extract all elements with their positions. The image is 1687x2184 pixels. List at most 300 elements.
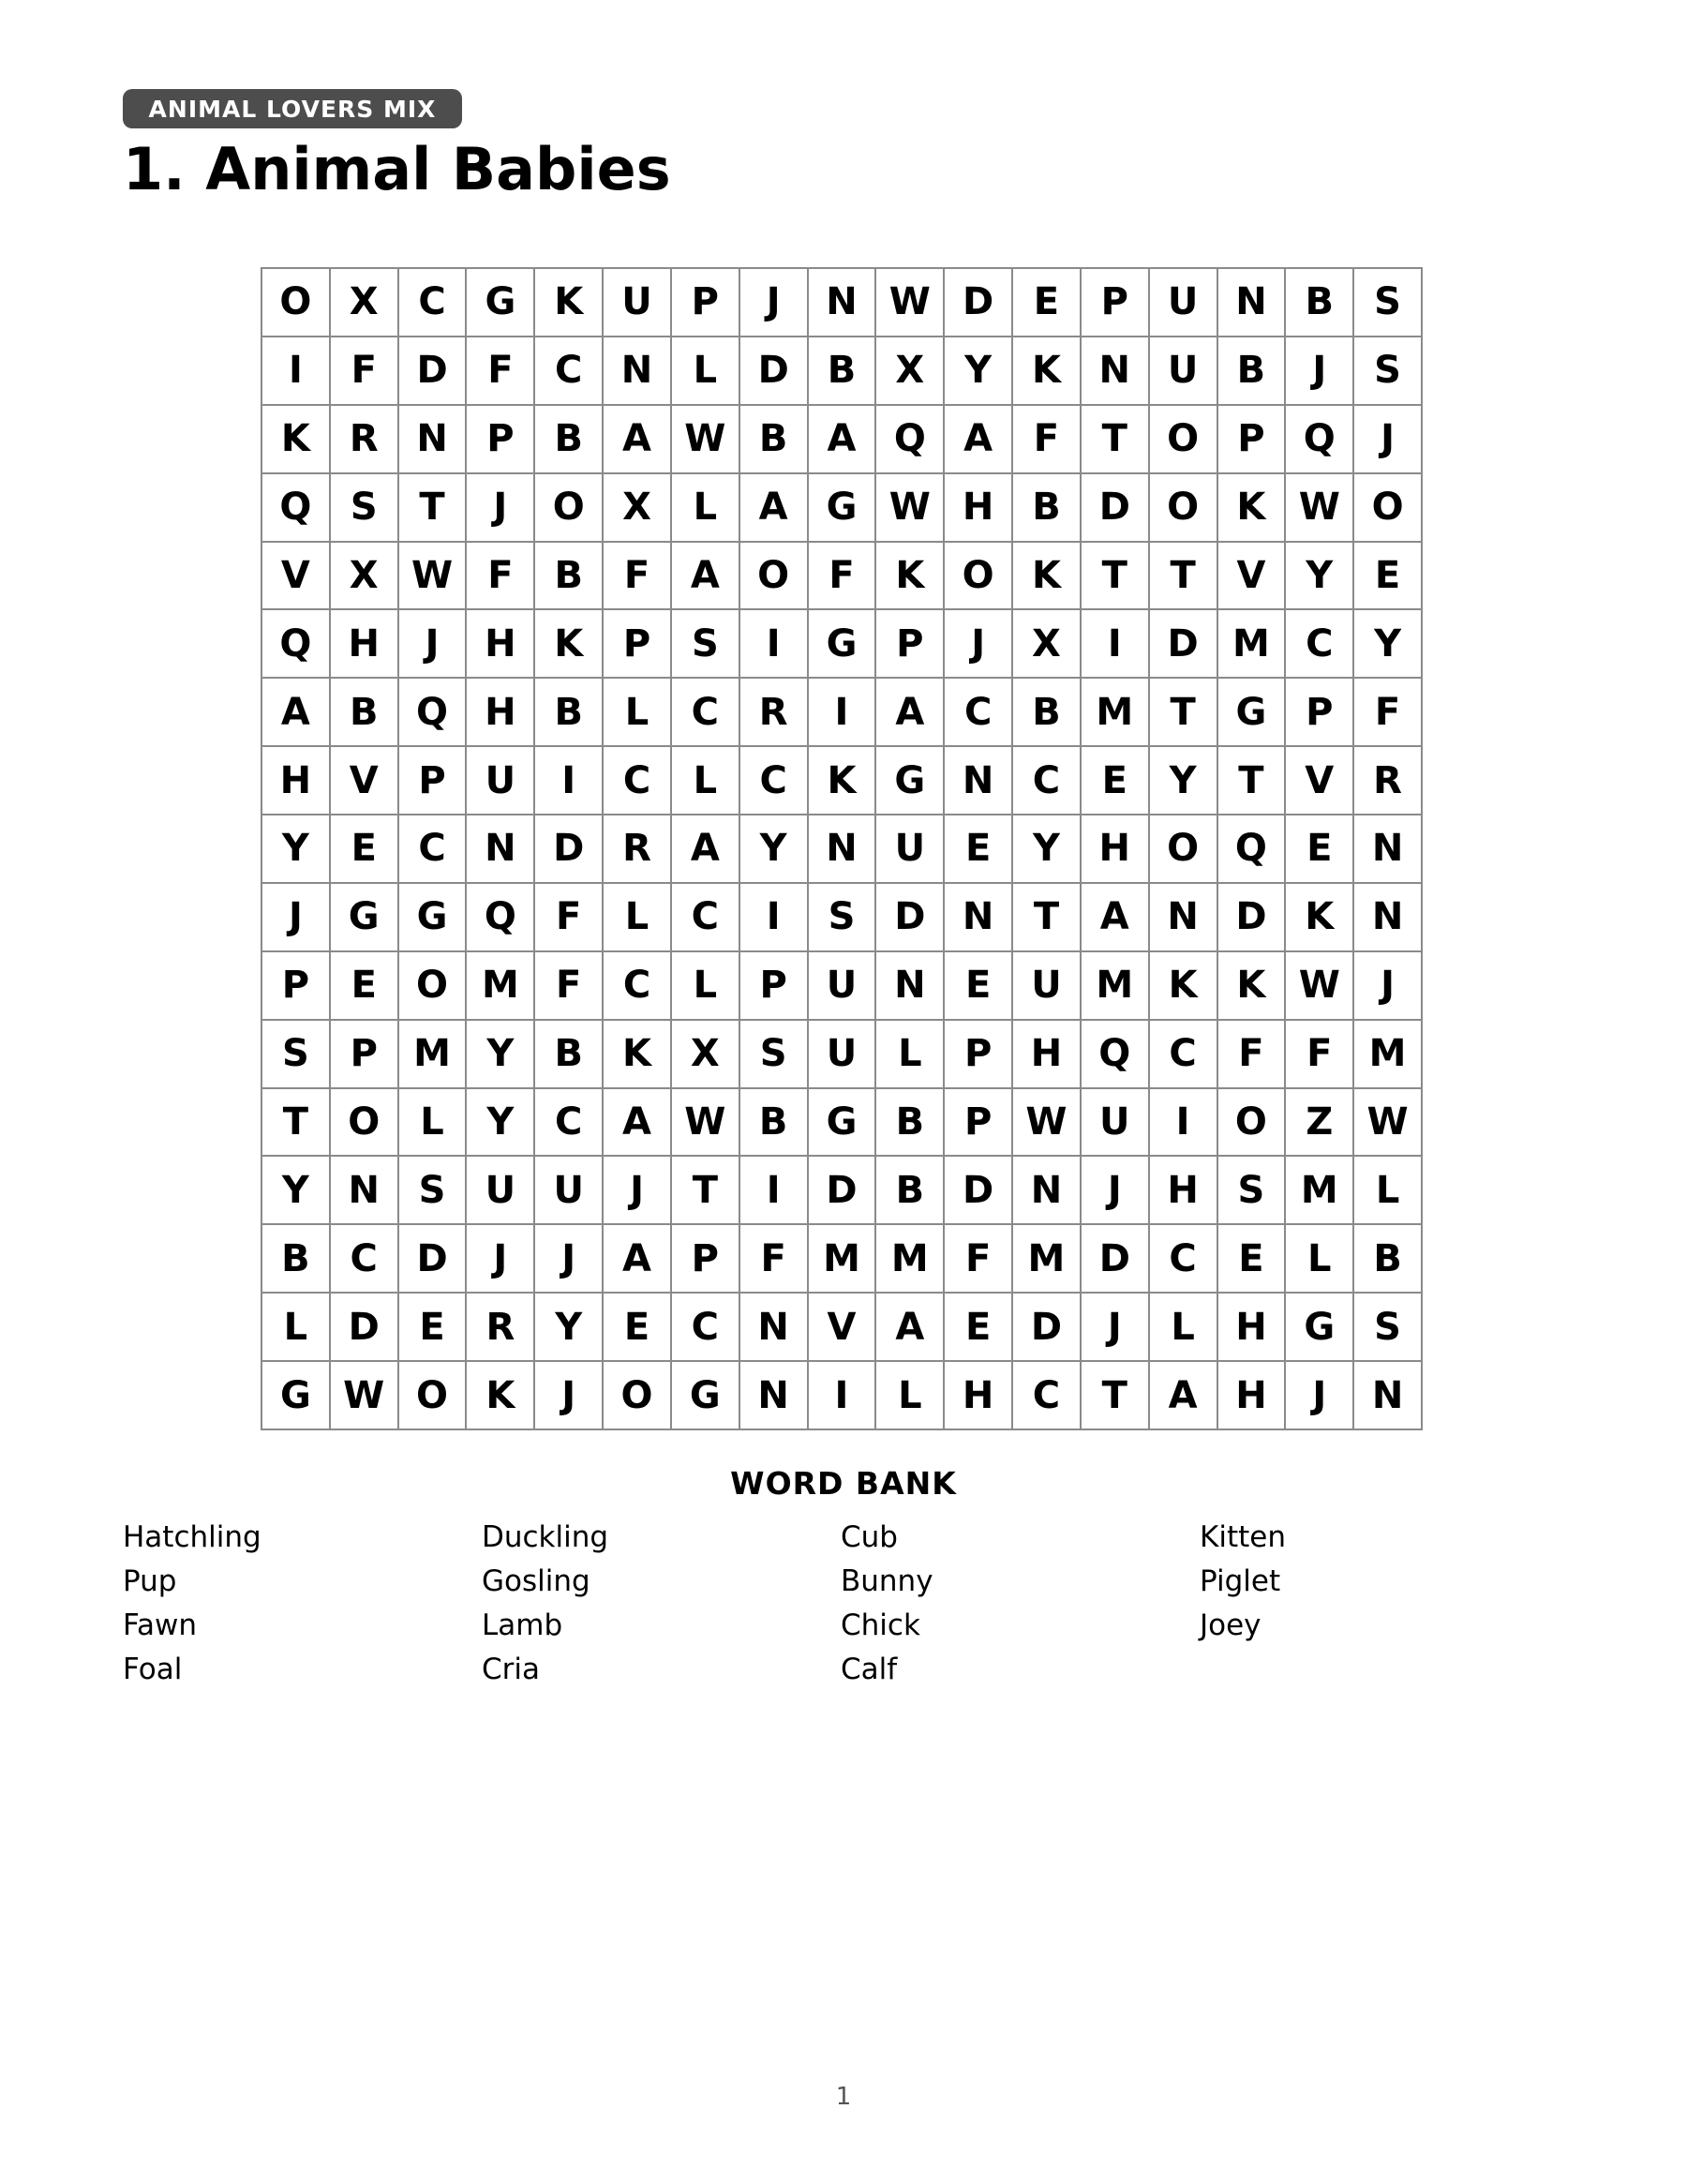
grid-cell: D [1013,1294,1082,1362]
grid-cell: S [1218,1157,1287,1225]
grid-cell: B [1013,679,1082,747]
grid-cell: H [262,747,331,815]
word-bank-item: Bunny [841,1564,933,1598]
grid-cell: U [1150,269,1218,337]
grid-cell: W [876,474,945,543]
grid-cell: E [1013,269,1082,337]
grid-cell: X [1013,610,1082,679]
grid-cell: K [1013,543,1082,611]
grid-cell: L [399,1089,468,1158]
grid-cell: L [1354,1157,1423,1225]
grid-cell: L [672,952,740,1021]
grid-cell: U [809,1021,877,1089]
word-bank-item: Piglet [1200,1564,1281,1598]
grid-cell: J [1082,1157,1150,1225]
grid-cell: A [876,1294,945,1362]
grid-cell: B [876,1089,945,1158]
grid-cell: H [467,679,535,747]
grid-cell: W [672,1089,740,1158]
grid-cell: H [1013,1021,1082,1089]
grid-cell: G [1218,679,1287,747]
grid-cell: D [1218,884,1287,952]
grid-cell: N [399,406,468,474]
grid-cell: H [1218,1294,1287,1362]
grid-cell: U [604,269,672,337]
grid-cell: Y [535,1294,604,1362]
grid-cell: O [1218,1089,1287,1158]
grid-cell: K [467,1362,535,1430]
grid-cell: K [535,269,604,337]
grid-cell: N [740,1294,809,1362]
grid-cell: C [1286,610,1354,679]
grid-cell: Q [876,406,945,474]
grid-cell: P [1286,679,1354,747]
word-bank-item: Duckling [482,1520,609,1554]
grid-cell: F [467,337,535,406]
grid-cell: X [331,543,399,611]
grid-cell: J [1286,1362,1354,1430]
grid-cell: Y [467,1089,535,1158]
grid-cell: E [1354,543,1423,611]
grid-cell: D [809,1157,877,1225]
letter-grid [261,267,1423,1430]
grid-cell: A [740,474,809,543]
grid-cell: O [1354,474,1423,543]
grid-cell: H [331,610,399,679]
grid-cell: I [1082,610,1150,679]
grid-cell: Y [945,337,1013,406]
grid-cell: F [945,1225,1013,1294]
grid-cell: I [262,337,331,406]
grid-cell: E [1082,747,1150,815]
grid-cell: E [331,815,399,884]
grid-cell: F [535,884,604,952]
grid-cell: C [672,1294,740,1362]
grid-cell: B [535,679,604,747]
grid-cell: U [535,1157,604,1225]
grid-cell: I [1150,1089,1218,1158]
grid-cell: N [1354,1362,1423,1430]
grid-cell: W [1286,474,1354,543]
grid-cell: P [1082,269,1150,337]
puzzle-title: 1. Animal Babies [123,135,671,203]
grid-cell: P [740,952,809,1021]
grid-cell: U [1150,337,1218,406]
grid-cell: D [945,1157,1013,1225]
grid-cell: Y [467,1021,535,1089]
grid-cell: H [945,474,1013,543]
grid-cell: L [604,679,672,747]
grid-cell: R [331,406,399,474]
word-bank-item: Gosling [482,1564,590,1598]
grid-cell: V [262,543,331,611]
grid-cell: X [876,337,945,406]
grid-cell: X [331,269,399,337]
grid-cell: A [604,1225,672,1294]
grid-cell: L [672,337,740,406]
grid-cell: W [1013,1089,1082,1158]
grid-cell: P [399,747,468,815]
grid-cell: L [262,1294,331,1362]
grid-cell: N [1218,269,1287,337]
grid-cell: A [945,406,1013,474]
word-bank-item: Hatchling [123,1520,261,1554]
grid-cell: U [809,952,877,1021]
grid-cell: D [876,884,945,952]
grid-cell: P [1218,406,1287,474]
grid-cell: O [604,1362,672,1430]
grid-cell: D [740,337,809,406]
grid-cell: K [535,610,604,679]
grid-cell: P [467,406,535,474]
grid-cell: R [1354,747,1423,815]
grid-cell: E [1286,815,1354,884]
grid-cell: M [1218,610,1287,679]
grid-cell: Y [262,1157,331,1225]
grid-cell: C [1013,747,1082,815]
grid-cell: Q [1286,406,1354,474]
grid-cell: O [1150,815,1218,884]
grid-cell: H [945,1362,1013,1430]
grid-cell: L [604,884,672,952]
grid-cell: U [1013,952,1082,1021]
grid-cell: W [672,406,740,474]
grid-cell: C [604,952,672,1021]
grid-cell: I [809,679,877,747]
grid-cell: P [945,1089,1013,1158]
grid-cell: M [809,1225,877,1294]
grid-cell: N [467,815,535,884]
grid-cell: S [1354,1294,1423,1362]
grid-cell: O [945,543,1013,611]
grid-cell: O [262,269,331,337]
grid-cell: M [1082,679,1150,747]
grid-cell: N [1354,815,1423,884]
grid-cell: Q [1218,815,1287,884]
grid-cell: K [809,747,877,815]
grid-cell: J [740,269,809,337]
grid-cell: C [1150,1225,1218,1294]
grid-cell: S [740,1021,809,1089]
word-bank-column-4 [1200,1516,1286,1648]
grid-cell: J [1082,1294,1150,1362]
grid-cell: L [672,747,740,815]
grid-cell: K [604,1021,672,1089]
grid-cell: N [331,1157,399,1225]
grid-cell: W [1354,1089,1423,1158]
grid-cell: M [1286,1157,1354,1225]
grid-cell: J [604,1157,672,1225]
grid-cell: L [876,1362,945,1430]
grid-cell: Z [1286,1089,1354,1158]
grid-cell: K [876,543,945,611]
grid-cell: T [1218,747,1287,815]
grid-cell: V [1218,543,1287,611]
grid-cell: J [945,610,1013,679]
word-bank-column-2 [482,1516,608,1692]
grid-cell: R [604,815,672,884]
grid-cell: L [1286,1225,1354,1294]
grid-cell: V [1286,747,1354,815]
grid-cell: V [809,1294,877,1362]
grid-cell: J [467,1225,535,1294]
grid-cell: E [945,1294,1013,1362]
grid-cell: I [535,747,604,815]
grid-cell: D [1150,610,1218,679]
grid-cell: R [740,679,809,747]
grid-cell: D [1082,474,1150,543]
grid-cell: T [1150,543,1218,611]
grid-cell: A [1082,884,1150,952]
grid-cell: C [1013,1362,1082,1430]
grid-cell: D [945,269,1013,337]
grid-cell: N [809,815,877,884]
grid-cell: K [1286,884,1354,952]
grid-cell: O [331,1089,399,1158]
grid-cell: F [535,952,604,1021]
grid-cell: O [399,952,468,1021]
grid-cell: F [1286,1021,1354,1089]
grid-cell: F [1218,1021,1287,1089]
grid-cell: Q [1082,1021,1150,1089]
grid-cell: G [467,269,535,337]
grid-cell: H [1082,815,1150,884]
grid-cell: L [1150,1294,1218,1362]
grid-cell: F [1354,679,1423,747]
grid-cell: N [740,1362,809,1430]
grid-cell: P [876,610,945,679]
grid-cell: F [604,543,672,611]
grid-cell: N [1150,884,1218,952]
grid-cell: B [331,679,399,747]
grid-cell: E [604,1294,672,1362]
grid-cell: S [262,1021,331,1089]
grid-cell: K [262,406,331,474]
grid-cell: T [1082,543,1150,611]
grid-cell: R [467,1294,535,1362]
grid-cell: C [535,337,604,406]
grid-cell: Y [1150,747,1218,815]
word-bank-title: WORD BANK [730,1465,957,1502]
grid-cell: T [1150,679,1218,747]
grid-cell: U [467,747,535,815]
grid-cell: M [1013,1225,1082,1294]
grid-cell: H [467,610,535,679]
grid-cell: J [399,610,468,679]
grid-cell: K [1218,474,1287,543]
grid-cell: F [809,543,877,611]
grid-cell: F [740,1225,809,1294]
grid-cell: W [876,269,945,337]
grid-cell: B [740,406,809,474]
grid-cell: P [262,952,331,1021]
grid-cell: S [399,1157,468,1225]
grid-cell: Y [740,815,809,884]
word-bank-item: Joey [1200,1608,1262,1642]
grid-cell: G [399,884,468,952]
grid-cell: T [672,1157,740,1225]
grid-cell: M [467,952,535,1021]
grid-cell: Q [467,884,535,952]
category-badge: ANIMAL LOVERS MIX [123,89,462,128]
grid-cell: C [672,679,740,747]
grid-cell: N [1354,884,1423,952]
grid-cell: O [535,474,604,543]
grid-cell: K [1150,952,1218,1021]
grid-cell: Y [1286,543,1354,611]
grid-cell: B [535,1021,604,1089]
grid-cell: G [672,1362,740,1430]
grid-cell: M [399,1021,468,1089]
grid-cell: P [672,1225,740,1294]
grid-cell: P [604,610,672,679]
grid-cell: O [1150,474,1218,543]
grid-cell: B [1286,269,1354,337]
grid-cell: O [740,543,809,611]
grid-cell: E [945,815,1013,884]
grid-cell: Q [262,610,331,679]
grid-cell: D [399,337,468,406]
grid-cell: N [876,952,945,1021]
grid-cell: L [876,1021,945,1089]
grid-cell: C [399,815,468,884]
word-bank-item: Pup [123,1564,177,1598]
grid-cell: X [604,474,672,543]
grid-cell: J [535,1225,604,1294]
grid-cell: C [535,1089,604,1158]
grid-cell: B [1218,337,1287,406]
grid-cell: J [1286,337,1354,406]
grid-cell: G [262,1362,331,1430]
grid-cell: N [604,337,672,406]
grid-cell: S [331,474,399,543]
grid-cell: N [1013,1157,1082,1225]
grid-cell: A [672,543,740,611]
grid-cell: Y [1013,815,1082,884]
word-bank-item: Calf [841,1653,898,1686]
word-bank-item: Cub [841,1520,898,1554]
grid-cell: I [740,884,809,952]
grid-cell: G [1286,1294,1354,1362]
grid-cell: P [945,1021,1013,1089]
grid-cell: A [876,679,945,747]
grid-cell: J [467,474,535,543]
grid-cell: A [1150,1362,1218,1430]
grid-cell: C [740,747,809,815]
grid-cell: N [809,269,877,337]
grid-cell: A [262,679,331,747]
page-number: 1 [835,2083,852,2111]
grid-cell: Q [399,679,468,747]
grid-cell: B [809,337,877,406]
grid-cell: X [672,1021,740,1089]
grid-cell: M [1082,952,1150,1021]
grid-cell: L [672,474,740,543]
grid-cell: P [331,1021,399,1089]
grid-cell: T [262,1089,331,1158]
grid-cell: F [1013,406,1082,474]
grid-cell: D [331,1294,399,1362]
grid-cell: I [740,610,809,679]
grid-cell: T [1082,1362,1150,1430]
grid-cell: J [1354,952,1423,1021]
grid-cell: G [876,747,945,815]
grid-cell: Y [1354,610,1423,679]
grid-cell: T [1082,406,1150,474]
grid-cell: H [1150,1157,1218,1225]
grid-cell: D [399,1225,468,1294]
grid-cell: B [740,1089,809,1158]
grid-cell: B [1013,474,1082,543]
grid-cell: D [535,815,604,884]
grid-cell: G [331,884,399,952]
word-bank-item: Kitten [1200,1520,1286,1554]
grid-cell: G [809,610,877,679]
grid-cell: H [1218,1362,1287,1430]
grid-cell: G [809,1089,877,1158]
word-bank-item: Chick [841,1608,920,1642]
grid-cell: S [1354,337,1423,406]
grid-cell: B [262,1225,331,1294]
grid-cell: M [1354,1021,1423,1089]
grid-cell: U [467,1157,535,1225]
grid-cell: K [1218,952,1287,1021]
grid-cell: P [672,269,740,337]
grid-cell: U [876,815,945,884]
grid-cell: I [740,1157,809,1225]
grid-cell: A [604,406,672,474]
grid-cell: K [1013,337,1082,406]
grid-cell: O [1150,406,1218,474]
word-bank-item: Lamb [482,1608,563,1642]
grid-cell: C [672,884,740,952]
grid-cell: G [809,474,877,543]
grid-cell: J [1354,406,1423,474]
grid-cell: J [535,1362,604,1430]
word-bank-column-1 [123,1516,261,1692]
grid-cell: B [535,543,604,611]
grid-cell: B [876,1157,945,1225]
grid-cell: B [1354,1225,1423,1294]
grid-cell: O [399,1362,468,1430]
grid-cell: B [535,406,604,474]
grid-cell: A [809,406,877,474]
grid-cell: A [604,1089,672,1158]
grid-cell: S [1354,269,1423,337]
grid-cell: W [1286,952,1354,1021]
grid-cell: V [331,747,399,815]
grid-cell: W [331,1362,399,1430]
grid-cell: N [1082,337,1150,406]
grid-cell: T [1013,884,1082,952]
word-bank-item: Cria [482,1653,540,1686]
grid-cell: N [945,884,1013,952]
grid-cell: Q [262,474,331,543]
grid-cell: U [1082,1089,1150,1158]
grid-cell: N [945,747,1013,815]
grid-cell: C [604,747,672,815]
grid-cell: C [1150,1021,1218,1089]
grid-cell: C [945,679,1013,747]
grid-cell: W [399,543,468,611]
word-bank-item: Fawn [123,1608,197,1642]
grid-cell: Y [262,815,331,884]
word-bank-column-3 [841,1516,933,1692]
grid-cell: C [399,269,468,337]
grid-cell: I [809,1362,877,1430]
grid-cell: T [399,474,468,543]
grid-cell: S [672,610,740,679]
